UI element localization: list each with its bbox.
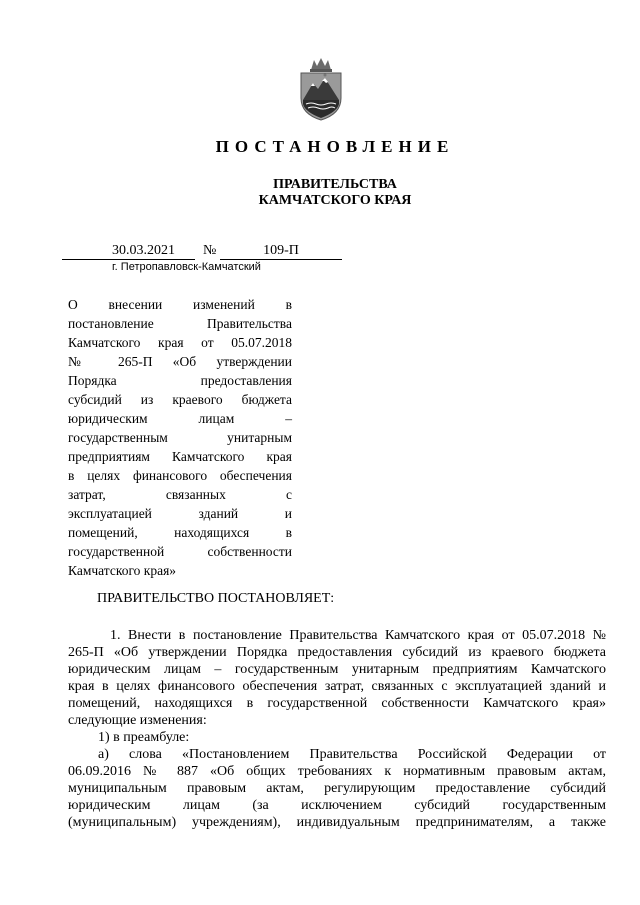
body-line: 1. Внести в постановление Правительства Камчатского края от 05.07.2018 № [110, 628, 606, 643]
title-line: постановление Правительства [68, 316, 292, 331]
issuer-line: КАМЧАТСКОГО КРАЯ [258, 193, 412, 208]
body-line: 265-П «Об утверждении Порядка предоставления субсидий из краевого бюджета [68, 645, 606, 660]
number-sign: № [203, 243, 217, 258]
body-line: края в целях финансового обеспечения затрат, связанных с эксплуатацией зданий и [68, 679, 606, 694]
title-line: Камчатского края» [68, 563, 177, 578]
title-line: Камчатского края от 05.07.2018 [68, 335, 292, 350]
document-number: 109-П [220, 243, 342, 260]
resolution-phrase: ПРАВИТЕЛЬСТВО ПОСТАНОВЛЯЕТ: [97, 591, 335, 606]
title-line: № 265-П «Об утверждении [68, 354, 292, 369]
title-line: помещений, находящихся в [68, 525, 292, 540]
body-line: юридическим лицам – государственным унитарным предприятиям Камчатского [68, 662, 606, 677]
body-line: 06.09.2016 № 887 «Об общих требованиях к нормативным правовым актам, [68, 764, 606, 779]
document-title [68, 295, 292, 580]
body-line: муниципальным правовым актам, регулирующим предоставление субсидий [68, 781, 606, 796]
title-line: в целях финансового обеспечения [68, 468, 292, 483]
title-line: юридическим лицам – [68, 411, 292, 426]
document-body [68, 627, 606, 831]
city-label: г. Петропавловск-Камчатский [112, 261, 261, 273]
body-line: юридическим лицам (за исключением субсидий государственным [68, 798, 606, 813]
body-line: 1) в преамбуле: [98, 730, 190, 745]
document-type-heading: ПОСТАНОВЛЕНИЕ [215, 137, 455, 156]
date-number-row [0, 243, 640, 261]
title-line: Порядка предоставления [68, 373, 292, 388]
issuer-line: ПРАВИТЕЛЬСТВА [273, 177, 397, 192]
title-line: эксплуатацией зданий и [68, 506, 292, 521]
title-line: О внесении изменений в [68, 297, 292, 312]
document-date: 30.03.2021 [62, 243, 195, 260]
body-line: следующие изменения: [68, 713, 207, 728]
title-line: предприятиям Камчатского края [68, 449, 292, 464]
title-line: затрат, связанных с [68, 487, 292, 502]
kamchatka-coat-of-arms-icon [297, 56, 345, 122]
body-line: а) слова «Постановлением Правительства Российской Федерации от [98, 747, 606, 762]
body-line: помещений, находящихся в государственной собственности Камчатского края» [68, 696, 606, 711]
title-line: государственной собственности [68, 544, 292, 559]
body-line: (муниципальным) учреждениям), индивидуальным предпринимателям, а также [68, 815, 606, 830]
title-line: субсидий из краевого бюджета [68, 392, 292, 407]
title-line: государственным унитарным [68, 430, 292, 445]
issuer-heading [0, 177, 640, 209]
